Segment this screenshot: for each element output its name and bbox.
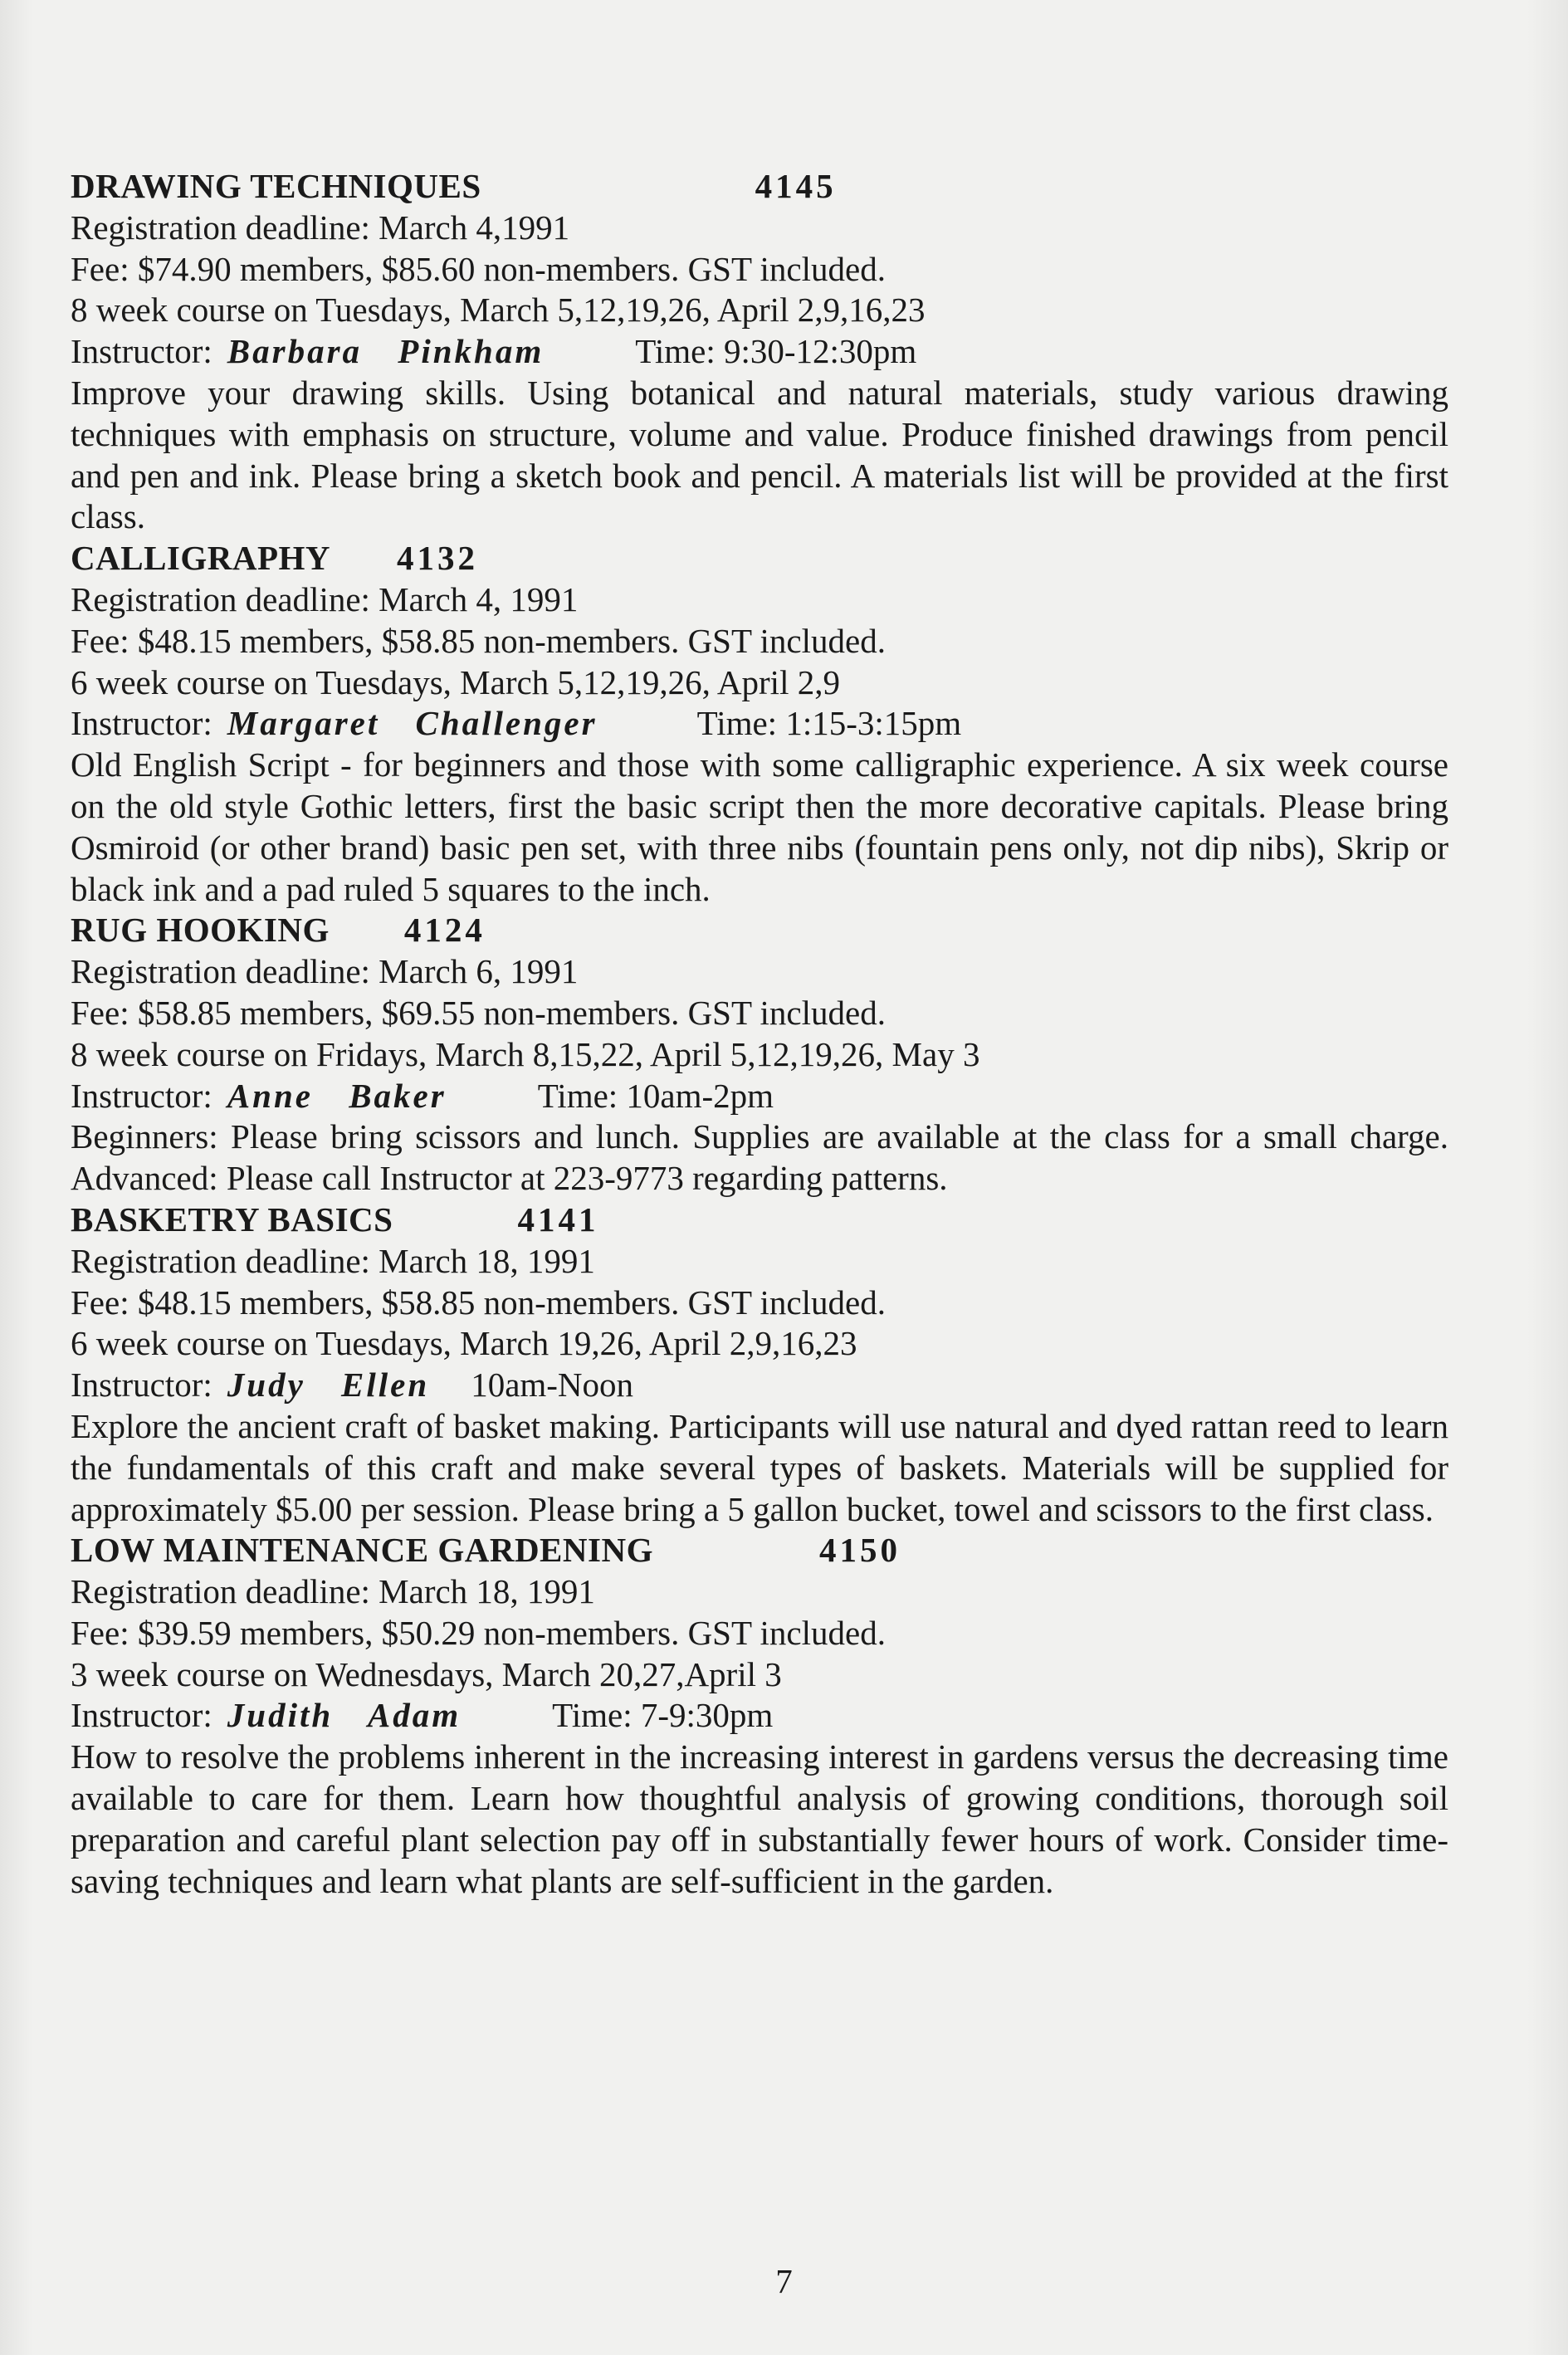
course-title: CALLIGRAPHY <box>71 539 331 578</box>
course-basketry-basics <box>71 1199 1448 1530</box>
course-title: LOW MAINTENANCE GARDENING <box>71 1531 653 1570</box>
course-fee: Fee: $58.85 members, $69.55 non-members. GST included. <box>71 993 886 1032</box>
registration-deadline: Registration deadline: March 18, 1991 <box>71 1572 595 1611</box>
course-title: BASKETRY BASICS <box>71 1199 393 1239</box>
course-title-line <box>71 1530 1448 1571</box>
instructor-name: Anne Baker <box>227 1076 447 1115</box>
instructor-line <box>71 1365 1448 1406</box>
course-time: Time: 10am-2pm <box>537 1076 774 1115</box>
course-description: Explore the ancient craft of basket making. Participants will use natural and dyed rattan reed to learn the fundamentals of this craft and make several types of baskets. Materials will be supplied for approximately $5.00 per session. Please bring a 5 gallon bucket, towel and scissors to the first class. <box>71 1406 1448 1528</box>
instructor-label: Instructor: <box>71 332 212 371</box>
course-description: Beginners: Please bring scissors and lunch. Supplies are available at the class for a small charge. Advanced: Please call Instructor at 223-9773 regarding patterns. <box>71 1117 1448 1198</box>
course-title: RUG HOOKING <box>71 911 330 950</box>
registration-deadline: Registration deadline: March 4, 1991 <box>71 579 579 618</box>
course-listing <box>71 166 1448 1902</box>
registration-deadline: Registration deadline: March 6, 1991 <box>71 952 579 991</box>
instructor-line <box>71 1076 1448 1117</box>
course-schedule: 6 week course on Tuesdays, March 19,26, April 2,9,16,23 <box>71 1324 857 1363</box>
instructor-label: Instructor: <box>71 1076 212 1115</box>
course-time: Time: 7-9:30pm <box>552 1696 774 1735</box>
course-schedule: 8 week course on Fridays, March 8,15,22, April 5,12,19,26, May 3 <box>71 1034 980 1073</box>
course-code: 4150 <box>818 1531 901 1570</box>
instructor-label: Instructor: <box>71 704 212 743</box>
course-fee: Fee: $48.15 members, $58.85 non-members. GST included. <box>71 621 886 660</box>
registration-deadline: Registration deadline: March 18, 1991 <box>71 1241 595 1280</box>
course-schedule: 8 week course on Tuesdays, March 5,12,19,26, April 2,9,16,23 <box>71 291 926 330</box>
course-fee: Fee: $74.90 members, $85.60 non-members. GST included. <box>71 249 886 288</box>
course-time: 10am-Noon <box>471 1366 634 1405</box>
course-time: Time: 1:15-3:15pm <box>696 704 962 743</box>
course-title: DRAWING TECHNIQUES <box>71 167 481 205</box>
course-title-line <box>71 910 1448 951</box>
course-title-line <box>71 166 1448 208</box>
course-title-line <box>71 538 1448 579</box>
course-schedule: 3 week course on Wednesdays, March 20,27,April 3 <box>71 1654 782 1693</box>
registration-deadline: Registration deadline: March 4,1991 <box>71 208 570 247</box>
course-code: 4141 <box>517 1199 599 1239</box>
instructor-line <box>71 1695 1448 1737</box>
course-title-line <box>71 1199 1448 1241</box>
instructor-line <box>71 331 1448 373</box>
course-code: 4124 <box>403 911 486 950</box>
instructor-name: Judy Ellen <box>227 1366 430 1405</box>
page-number: 7 <box>775 2262 793 2300</box>
course-fee: Fee: $48.15 members, $58.85 non-members. GST included. <box>71 1283 886 1322</box>
instructor-label: Instructor: <box>71 1366 212 1405</box>
course-drawing-techniques <box>71 166 1448 538</box>
instructor-name: Margaret Challenger <box>227 704 598 743</box>
course-description: Improve your drawing skills. Using botanical and natural materials, study various drawing techniques with emphasis on structure, volume and value. Produce finished drawings from pencil and pen and ink. Please bring a sketch book and pencil. A materials list will be provided at the first class. <box>71 373 1448 536</box>
course-low-maintenance-gardening <box>71 1530 1448 1902</box>
course-time: Time: 9:30-12:30pm <box>635 332 917 371</box>
instructor-line <box>71 703 1448 745</box>
course-code: 4145 <box>755 167 837 205</box>
course-rug-hooking <box>71 910 1448 1199</box>
instructor-name: Barbara Pinkham <box>227 332 545 371</box>
course-description: How to resolve the problems inherent in the increasing interest in gardens versus the decreasing time available to care for them. Learn how thoughtful analysis of growing conditions, thorough soil preparation and careful plant selection pay off in substantially fewer hours of work. Consider time-saving techniques and learn what plants are self-sufficient in the garden. <box>71 1737 1448 1900</box>
course-fee: Fee: $39.59 members, $50.29 non-members. GST included. <box>71 1613 886 1652</box>
instructor-label: Instructor: <box>71 1696 212 1735</box>
course-code: 4132 <box>397 539 479 578</box>
course-calligraphy <box>71 538 1448 910</box>
instructor-name: Judith Adam <box>227 1696 462 1735</box>
course-schedule: 6 week course on Tuesdays, March 5,12,19,26, April 2,9 <box>71 662 840 701</box>
course-description: Old English Script - for beginners and those with some calligraphic experience. A six week course on the old style Gothic letters, first the basic script then the more decorative capitals. Please bring Osmiroid (or other brand) basic pen set, with three nibs (fountain pens only, not dip nibs), Skrip or black ink and a pad ruled 5 squares to the inch. <box>71 745 1448 908</box>
